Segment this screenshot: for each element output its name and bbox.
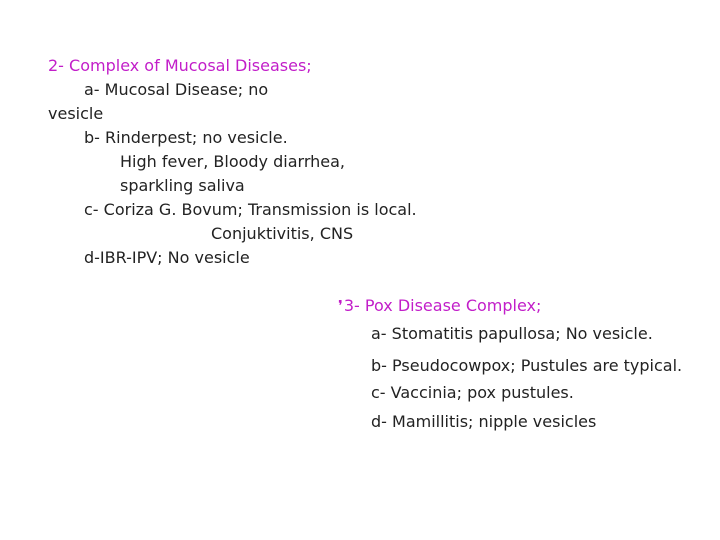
rinderpest-symptoms-line: High fever, Bloody diarrhea, <box>120 152 345 171</box>
section-3-title-row <box>338 296 541 316</box>
coriza-line: c- Coriza G. Bovum; Transmission is local. <box>84 200 417 219</box>
bullet-icon: ❜ <box>338 297 343 315</box>
rinderpest-line: b- Rinderpest; no vesicle. <box>84 128 288 147</box>
rinderpest-symptoms-continuation: sparkling saliva <box>120 176 245 195</box>
mucosal-disease-line: a- Mucosal Disease; no <box>84 80 269 99</box>
section-2-title: 2- Complex of Mucosal Diseases; <box>48 56 312 75</box>
section-3-title: 3- Pox Disease Complex; <box>343 296 542 315</box>
coriza-symptoms-line: Conjuktivitis, CNS <box>211 224 354 243</box>
stomatitis-line: a- Stomatitis papullosa; No vesicle. <box>371 324 653 343</box>
pseudocowpox-line: b- Pseudocowpox; Pustules are typical. <box>371 356 683 375</box>
ibr-ipv-line: d-IBR-IPV; No vesicle <box>84 248 250 267</box>
mamillitis-line: d- Mamillitis; nipple vesicles <box>371 412 597 431</box>
vaccinia-line: c- Vaccinia; pox pustules. <box>371 383 574 402</box>
mucosal-disease-continuation: vesicle <box>48 104 104 123</box>
